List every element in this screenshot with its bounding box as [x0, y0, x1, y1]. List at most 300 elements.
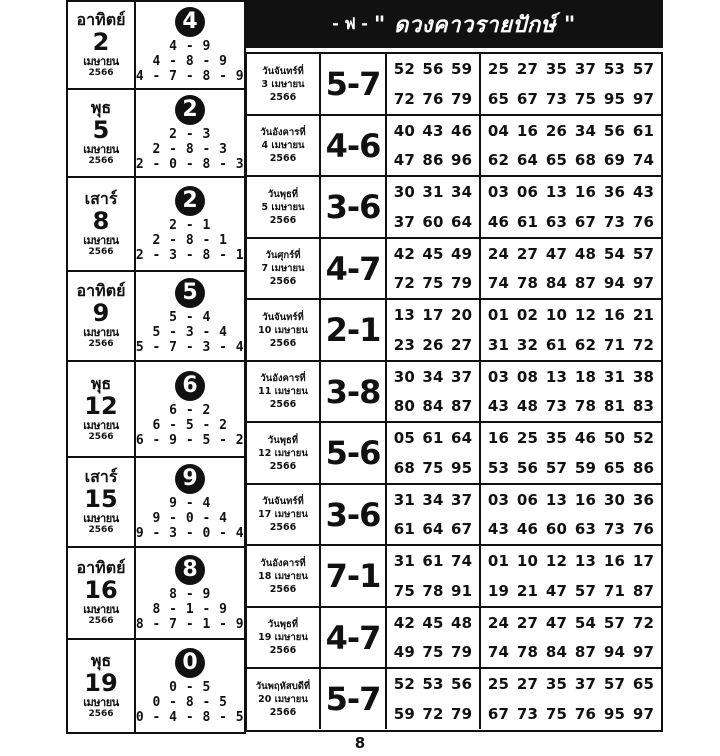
- number-cell: [136, 178, 244, 270]
- three-digit-set: [387, 608, 481, 667]
- digit-sequence: 8 - 1 - 9: [152, 601, 228, 617]
- number-value: 64: [451, 213, 473, 231]
- month-label: เมษายน: [83, 419, 119, 432]
- year-label: 2566: [269, 91, 297, 103]
- number-value: 73: [603, 520, 626, 539]
- pair-cell: [321, 546, 387, 606]
- number-line-top: [387, 116, 479, 146]
- number-value: 57: [632, 60, 655, 78]
- number-value: 13: [545, 183, 568, 201]
- number-value: 24: [487, 613, 510, 632]
- number-value: 06: [516, 490, 539, 509]
- forecast-row: [247, 177, 661, 239]
- number-line-bottom: [481, 453, 661, 483]
- weekday-label: วันพุธที่: [267, 188, 299, 200]
- number-value: 32: [516, 336, 539, 354]
- number-value: 97: [632, 274, 655, 293]
- number-value: 53: [603, 60, 626, 78]
- number-line-top: [481, 300, 661, 330]
- number-value: 57: [545, 459, 568, 477]
- number-value: 86: [632, 459, 655, 477]
- number-value: 20: [451, 306, 473, 324]
- number-value: 95: [603, 90, 626, 108]
- number-value: 57: [603, 613, 626, 632]
- page-number: 8: [354, 734, 366, 752]
- three-digit-set: [387, 239, 481, 298]
- main-pair: 2-1: [325, 311, 381, 349]
- pair-cell: [321, 669, 387, 729]
- number-value: 72: [393, 90, 415, 108]
- number-value: 61: [422, 552, 444, 570]
- pair-cell: [321, 423, 387, 483]
- number-value: 79: [451, 705, 473, 723]
- number-value: 74: [632, 151, 655, 170]
- number-line-bottom: [481, 330, 661, 360]
- year-label: 2566: [269, 399, 297, 410]
- number-line-top: [387, 300, 479, 330]
- number-value: 63: [574, 520, 597, 539]
- month-label: เมษายน: [83, 55, 119, 68]
- number-value: 69: [603, 151, 626, 170]
- number-value: 08: [516, 367, 539, 386]
- date-cell: [247, 362, 321, 421]
- header-banner: [245, 0, 663, 48]
- number-value: 59: [451, 60, 473, 78]
- digit-sequence: 5 - 3 - 4: [152, 324, 228, 340]
- day-cell: [68, 458, 136, 546]
- number-value: 71: [603, 336, 626, 354]
- number-line-bottom: [387, 269, 479, 299]
- day-number: 5: [92, 116, 110, 144]
- number-value: 21: [632, 306, 655, 324]
- number-line-top: [481, 608, 661, 638]
- main-pair: 3-6: [325, 188, 381, 226]
- number-value: 84: [545, 274, 568, 293]
- number-value: 79: [451, 90, 473, 108]
- main-digit-ball: 6: [175, 371, 205, 401]
- number-value: 94: [603, 274, 626, 293]
- number-value: 47: [393, 151, 415, 170]
- day-name: อาทิตย์: [76, 10, 126, 29]
- number-value: 46: [487, 213, 510, 231]
- pair-cell: [321, 239, 387, 298]
- number-value: 30: [393, 367, 415, 386]
- number-value: 35: [545, 60, 568, 78]
- number-value: 34: [574, 121, 597, 140]
- three-digit-set: [387, 54, 481, 114]
- number-cell: [136, 272, 244, 360]
- number-line-bottom: [481, 84, 661, 114]
- number-value: 37: [574, 675, 597, 693]
- year-label: 2566: [269, 276, 297, 287]
- main-pair: 3-6: [325, 495, 381, 534]
- number-cell: [136, 2, 244, 88]
- day-name: เสาร์: [84, 189, 118, 208]
- number-value: 24: [487, 244, 510, 263]
- main-digit-ball: 9: [175, 464, 205, 494]
- number-value: 30: [603, 490, 626, 509]
- number-value: 75: [393, 582, 415, 600]
- number-value: 50: [603, 429, 626, 447]
- number-value: 75: [422, 643, 444, 662]
- number-value: 47: [545, 613, 568, 632]
- digit-sequence: 6 - 2: [169, 402, 211, 418]
- number-value: 87: [632, 582, 655, 600]
- number-value: 34: [422, 490, 444, 509]
- day-number: 16: [84, 576, 118, 604]
- number-value: 61: [393, 520, 415, 539]
- forecast-row: [247, 546, 661, 608]
- number-value: 31: [422, 183, 444, 201]
- number-value: 64: [422, 520, 444, 539]
- number-value: 04: [487, 121, 510, 140]
- six-number-set: [481, 669, 661, 729]
- number-value: 72: [632, 613, 655, 632]
- number-value: 52: [393, 60, 415, 78]
- number-cell: [136, 548, 244, 638]
- year-label: 2566: [88, 156, 114, 166]
- number-value: 71: [603, 582, 626, 600]
- number-value: 13: [545, 490, 568, 509]
- number-value: 37: [574, 60, 597, 78]
- number-value: 62: [574, 336, 597, 354]
- main-digit-ball: 5: [175, 278, 205, 308]
- main-pair: 4-7: [325, 618, 381, 657]
- number-value: 34: [422, 367, 444, 386]
- six-number-set: [481, 239, 661, 298]
- number-value: 30: [393, 183, 415, 201]
- day-name: พุธ: [90, 651, 112, 670]
- day-number: 15: [84, 485, 118, 513]
- date-label: 4 เมษายน: [261, 140, 305, 151]
- digit-sequence: 2 - 3: [169, 126, 211, 142]
- number-value: 57: [603, 675, 626, 693]
- number-value: 25: [516, 429, 539, 447]
- number-value: 35: [545, 429, 568, 447]
- year-label: 2566: [269, 645, 297, 656]
- six-number-set: [481, 300, 661, 360]
- number-value: 42: [393, 244, 415, 263]
- number-value: 65: [545, 151, 568, 170]
- digit-sequence: 6 - 9 - 5 - 2: [135, 432, 245, 448]
- number-value: 16: [487, 429, 510, 447]
- left-row: [68, 2, 244, 90]
- header-decoration: - ฟ -: [332, 13, 368, 33]
- digit-sequence: 4 - 8 - 9: [152, 53, 228, 69]
- number-value: 31: [603, 367, 626, 386]
- number-value: 83: [632, 397, 655, 416]
- number-value: 12: [545, 552, 568, 570]
- day-number: 12: [84, 392, 118, 420]
- number-value: 37: [451, 367, 473, 386]
- six-number-set: [481, 423, 661, 483]
- number-value: 72: [422, 705, 444, 723]
- six-number-set: [481, 546, 661, 606]
- main-digit-ball: 8: [175, 555, 205, 585]
- year-label: 2566: [269, 337, 297, 349]
- number-value: 03: [487, 367, 510, 386]
- digit-sequence: 9 - 3 - 0 - 4: [135, 525, 245, 541]
- number-value: 74: [451, 552, 473, 570]
- number-value: 79: [451, 643, 473, 662]
- number-value: 87: [574, 643, 597, 662]
- number-value: 36: [632, 490, 655, 509]
- number-value: 65: [487, 90, 510, 108]
- number-value: 87: [451, 397, 473, 416]
- number-line-bottom: [387, 84, 479, 114]
- number-value: 48: [516, 397, 539, 416]
- three-digit-set: [387, 362, 481, 421]
- number-value: 17: [632, 552, 655, 570]
- main-digit-ball: 2: [175, 186, 205, 216]
- number-value: 80: [393, 397, 415, 416]
- date-label: 19 เมษายน: [258, 632, 308, 643]
- month-label: เมษายน: [83, 326, 119, 339]
- three-digit-set: [387, 116, 481, 175]
- number-value: 27: [516, 244, 539, 263]
- six-number-set: [481, 485, 661, 544]
- number-value: 16: [603, 306, 626, 324]
- day-name: พุธ: [90, 98, 112, 117]
- digit-sequence: 2 - 1: [169, 217, 211, 233]
- day-name: อาทิตย์: [76, 281, 126, 300]
- month-label: เมษายน: [83, 603, 119, 616]
- number-value: 61: [516, 213, 539, 231]
- number-line-top: [387, 239, 479, 269]
- number-line-top: [387, 54, 479, 84]
- number-value: 97: [632, 643, 655, 662]
- number-value: 10: [516, 552, 539, 570]
- number-value: 10: [545, 306, 568, 324]
- number-value: 56: [603, 121, 626, 140]
- number-value: 49: [451, 244, 473, 263]
- number-value: 52: [393, 675, 415, 693]
- number-value: 02: [516, 306, 539, 324]
- year-label: 2566: [88, 525, 114, 535]
- number-value: 72: [632, 336, 655, 354]
- date-cell: [247, 423, 321, 483]
- number-value: 16: [574, 490, 597, 509]
- number-value: 34: [451, 183, 473, 201]
- number-value: 18: [574, 367, 597, 386]
- number-cell: [136, 362, 244, 456]
- number-value: 97: [632, 90, 655, 108]
- left-row: [68, 458, 244, 548]
- main-digit-ball: 4: [175, 7, 205, 37]
- number-line-bottom: [387, 576, 479, 606]
- pair-cell: [321, 300, 387, 360]
- number-value: 05: [393, 429, 415, 447]
- number-cell: [136, 640, 244, 732]
- number-value: 76: [574, 705, 597, 723]
- number-value: 78: [574, 397, 597, 416]
- date-cell: [247, 116, 321, 175]
- weekday-label: วันศุกร์ที่: [265, 250, 301, 261]
- year-label: 2566: [88, 247, 114, 257]
- number-value: 19: [487, 582, 510, 600]
- number-line-bottom: [387, 392, 479, 422]
- number-line-top: [481, 116, 661, 146]
- number-line-top: [481, 54, 661, 84]
- digit-sequence: 5 - 7 - 3 - 4: [135, 339, 245, 355]
- number-value: 03: [487, 183, 510, 201]
- six-number-set: [481, 177, 661, 237]
- day-name: อาทิตย์: [76, 558, 126, 577]
- digit-sequence: 2 - 8 - 1: [152, 232, 228, 248]
- number-value: 38: [632, 367, 655, 386]
- year-label: 2566: [88, 432, 114, 442]
- number-value: 43: [422, 121, 444, 140]
- date-label: 17 เมษายน: [258, 509, 308, 520]
- number-value: 46: [451, 121, 473, 140]
- number-value: 97: [632, 705, 655, 723]
- number-value: 86: [422, 151, 444, 170]
- number-value: 61: [632, 121, 655, 140]
- date-cell: [247, 239, 321, 298]
- number-value: 25: [487, 675, 510, 693]
- forecast-row: [247, 485, 661, 546]
- left-row: [68, 272, 244, 362]
- month-label: เมษายน: [83, 143, 119, 156]
- left-row: [68, 362, 244, 458]
- number-value: 78: [422, 582, 444, 600]
- number-value: 61: [545, 336, 568, 354]
- main-digit-ball: 0: [175, 648, 205, 678]
- weekday-label: วันอังคารที่: [260, 557, 306, 569]
- number-value: 74: [487, 643, 510, 662]
- forecast-row: [247, 669, 661, 729]
- number-value: 17: [422, 306, 444, 324]
- year-label: 2566: [269, 460, 297, 472]
- header-title: " ดวงคาวรายปักษ์ ": [373, 12, 576, 38]
- number-value: 12: [574, 306, 597, 324]
- digit-sequence: 8 - 7 - 1 - 9: [135, 616, 245, 632]
- left-column: [66, 0, 246, 734]
- weekday-label: วันพุธที่: [267, 619, 299, 630]
- number-value: 21: [516, 582, 539, 600]
- digit-sequence: 6 - 5 - 2: [152, 417, 228, 433]
- number-value: 62: [487, 151, 510, 170]
- number-value: 35: [545, 675, 568, 693]
- day-cell: [68, 272, 136, 360]
- day-cell: [68, 2, 136, 88]
- number-value: 94: [603, 643, 626, 662]
- number-line-bottom: [481, 638, 661, 668]
- number-line-top: [387, 423, 479, 453]
- date-cell: [247, 54, 321, 114]
- number-line-bottom: [387, 207, 479, 237]
- number-line-top: [481, 177, 661, 207]
- number-value: 75: [422, 274, 444, 293]
- weekday-label: วันจันทร์ที่: [262, 65, 304, 77]
- number-value: 75: [422, 459, 444, 477]
- number-line-top: [387, 177, 479, 207]
- number-value: 95: [603, 705, 626, 723]
- number-value: 84: [545, 643, 568, 662]
- number-value: 68: [574, 151, 597, 170]
- main-pair: 4-7: [325, 249, 381, 288]
- number-line-bottom: [481, 515, 661, 545]
- left-row: [68, 90, 244, 178]
- digit-sequence: 2 - 0 - 8 - 3: [135, 156, 245, 172]
- number-line-bottom: [481, 146, 661, 176]
- day-cell: [68, 362, 136, 456]
- weekday-label: วันจันทร์ที่: [262, 311, 304, 323]
- year-label: 2566: [269, 214, 297, 226]
- number-value: 47: [545, 582, 568, 600]
- number-value: 76: [632, 520, 655, 539]
- three-digit-set: [387, 177, 481, 237]
- number-value: 76: [422, 90, 444, 108]
- number-value: 52: [632, 429, 655, 447]
- forecast-row: [247, 239, 661, 300]
- weekday-label: วันอังคารที่: [260, 373, 306, 384]
- pair-cell: [321, 54, 387, 114]
- number-value: 45: [422, 613, 444, 632]
- number-value: 61: [422, 429, 444, 447]
- year-label: 2566: [269, 153, 297, 164]
- number-cell: [136, 458, 244, 546]
- number-line-bottom: [481, 392, 661, 422]
- number-value: 27: [516, 60, 539, 78]
- number-value: 16: [574, 183, 597, 201]
- number-line-top: [387, 485, 479, 515]
- six-number-set: [481, 608, 661, 667]
- number-value: 67: [516, 90, 539, 108]
- date-label: 3 เมษายน: [261, 78, 305, 90]
- number-value: 45: [422, 244, 444, 263]
- number-value: 59: [574, 459, 597, 477]
- number-line-bottom: [481, 699, 661, 729]
- number-value: 95: [451, 459, 473, 477]
- date-label: 10 เมษายน: [258, 324, 308, 336]
- number-value: 67: [487, 705, 510, 723]
- six-number-set: [481, 116, 661, 175]
- main-pair: 5-6: [325, 434, 381, 472]
- main-pair: 3-8: [325, 372, 381, 411]
- forecast-row: [247, 54, 661, 116]
- pair-cell: [321, 116, 387, 175]
- number-value: 23: [393, 336, 415, 354]
- three-digit-set: [387, 485, 481, 544]
- number-line-top: [481, 669, 661, 699]
- number-value: 63: [545, 213, 568, 231]
- number-value: 73: [545, 90, 568, 108]
- day-cell: [68, 548, 136, 638]
- number-value: 79: [451, 274, 473, 293]
- number-value: 56: [451, 675, 473, 693]
- number-value: 27: [451, 336, 473, 354]
- number-line-top: [387, 669, 479, 699]
- number-value: 75: [574, 90, 597, 108]
- three-digit-set: [387, 423, 481, 483]
- number-value: 81: [603, 397, 626, 416]
- date-label: 20 เมษายน: [258, 693, 308, 705]
- year-label: 2566: [88, 68, 114, 78]
- main-pair: 7-1: [325, 557, 381, 595]
- number-value: 64: [516, 151, 539, 170]
- year-label: 2566: [269, 522, 297, 533]
- number-line-top: [481, 362, 661, 392]
- number-value: 56: [516, 459, 539, 477]
- number-value: 40: [393, 121, 415, 140]
- number-value: 43: [632, 183, 655, 201]
- forecast-row: [247, 423, 661, 485]
- number-value: 26: [545, 121, 568, 140]
- number-value: 54: [603, 244, 626, 263]
- main-pair: 4-6: [325, 126, 381, 165]
- year-label: 2566: [269, 583, 297, 595]
